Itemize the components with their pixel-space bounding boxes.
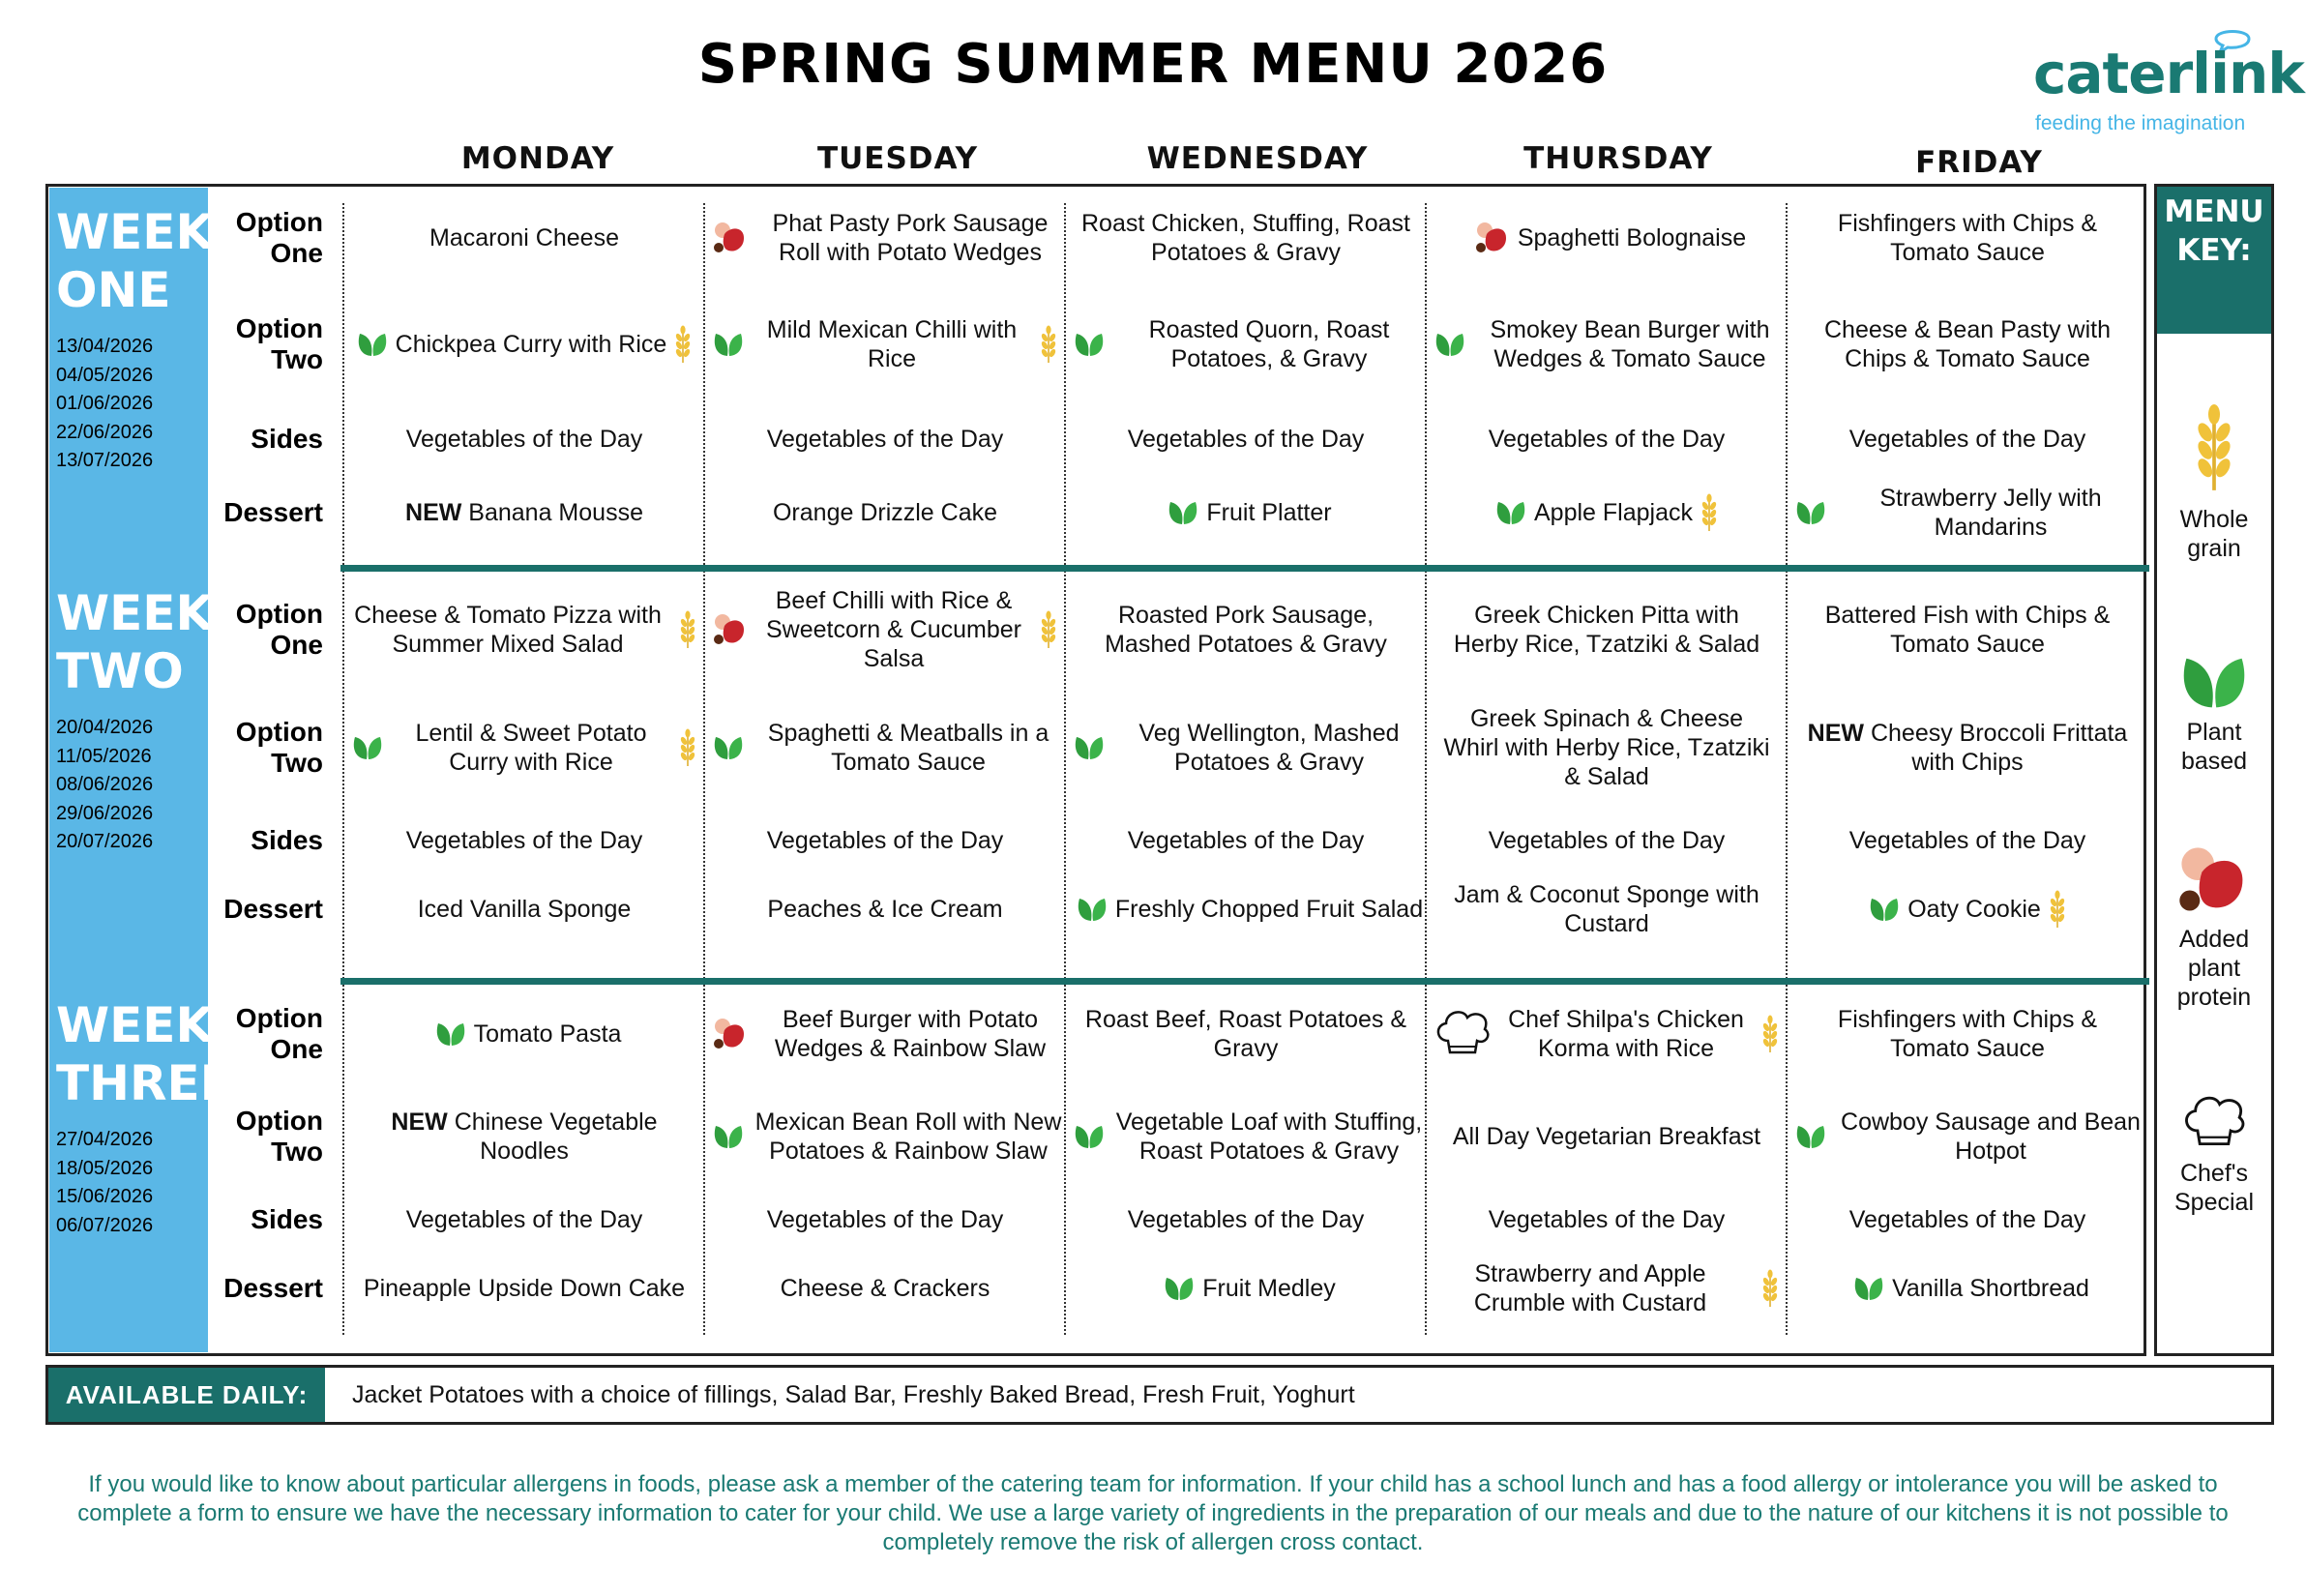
menu-item-text bbox=[755, 586, 1032, 673]
menu-cell bbox=[705, 871, 1065, 948]
menu-cell bbox=[1066, 987, 1426, 1081]
menu-cell bbox=[344, 472, 704, 553]
row-label-sides: Sides bbox=[251, 424, 323, 454]
dish-name: Battered Fish with Chips & Tomato Sauce bbox=[1824, 602, 2111, 658]
menu-item-text bbox=[364, 1274, 685, 1303]
added-plant-protein-icon bbox=[711, 610, 750, 649]
menu-cell bbox=[1788, 871, 2147, 948]
menu-cell bbox=[1788, 575, 2147, 685]
menu-cell bbox=[344, 871, 704, 948]
menu-cell bbox=[705, 282, 1065, 406]
row-label-option-two: Option Two bbox=[235, 313, 323, 374]
dish-name: Roast Beef, Roast Potatoes & Gravy bbox=[1084, 1006, 1407, 1062]
menu-cell bbox=[1066, 871, 1426, 948]
menu-cell bbox=[1427, 193, 1787, 282]
menu-item-text bbox=[773, 498, 997, 527]
whole-grain-icon bbox=[1036, 325, 1061, 364]
dish-name: Fruit Platter bbox=[1206, 499, 1332, 526]
plant-based-icon bbox=[1493, 498, 1528, 527]
menu-item-text bbox=[1803, 209, 2132, 267]
menu-item-text bbox=[405, 498, 643, 527]
week-title bbox=[56, 584, 214, 700]
menu-cell bbox=[1427, 472, 1787, 553]
week-title bbox=[56, 203, 214, 319]
logo-tagline: feeding the imagination bbox=[2035, 112, 2246, 134]
dish-name: Vegetables of the Day bbox=[766, 426, 1004, 453]
row-label-option-two: Option Two bbox=[235, 717, 323, 778]
week-date: 27/04/2026 bbox=[56, 1129, 154, 1150]
day-header-thursday: THURSDAY bbox=[1523, 141, 1713, 176]
menu-item-text bbox=[1849, 1205, 2086, 1234]
menu-item-text bbox=[1489, 826, 1726, 855]
menu-cell bbox=[1427, 871, 1787, 948]
dish-name: Cheese & Crackers bbox=[780, 1275, 990, 1302]
dish-name: Roasted Pork Sausage, Mashed Potatoes & Gravy bbox=[1105, 602, 1387, 658]
dish-name: Cheese & Tomato Pizza with Summer Mixed Salad bbox=[354, 602, 662, 658]
menu-item-text bbox=[1442, 880, 1771, 938]
dish-name: Iced Vanilla Sponge bbox=[417, 896, 632, 923]
menu-item-text bbox=[1834, 1108, 2147, 1166]
new-badge: NEW bbox=[391, 1108, 455, 1136]
menu-item-text bbox=[406, 425, 643, 454]
week-dates bbox=[56, 714, 201, 857]
week-date: 18/05/2026 bbox=[56, 1157, 154, 1179]
menu-cell bbox=[1788, 811, 2147, 871]
week-date: 29/06/2026 bbox=[56, 802, 154, 824]
new-badge: NEW bbox=[1807, 720, 1871, 747]
menu-item-text bbox=[391, 719, 671, 777]
menu-cell bbox=[344, 685, 704, 811]
menu-item-text bbox=[1803, 1005, 2132, 1063]
plant-based-icon bbox=[1072, 1122, 1107, 1151]
dish-name: Vegetable Loaf with Stuffing, Roast Potatoes & Gravy bbox=[1115, 1108, 1423, 1165]
whole-grain-icon bbox=[1758, 1015, 1783, 1053]
dish-name: Vegetables of the Day bbox=[1127, 426, 1365, 453]
week-title-line: THREE bbox=[56, 1055, 233, 1111]
dish-name: Phat Pasty Pork Sausage Roll with Potato Wedges bbox=[772, 210, 1049, 266]
chefs-special-icon bbox=[2177, 1091, 2251, 1155]
menu-cell bbox=[1427, 282, 1787, 406]
dish-name: Pineapple Upside Down Cake bbox=[363, 1275, 686, 1302]
week-date: 01/06/2026 bbox=[56, 393, 154, 414]
menu-cell bbox=[344, 282, 704, 406]
dish-name: Vegetables of the Day bbox=[1488, 426, 1726, 453]
menu-cell bbox=[344, 575, 704, 685]
dish-name: Vanilla Shortbread bbox=[1892, 1275, 2089, 1302]
menu-cell bbox=[344, 811, 704, 871]
dish-name: Mild Mexican Chilli with Rice bbox=[766, 316, 1018, 372]
menu-cell bbox=[705, 987, 1065, 1081]
menu-cell bbox=[1427, 1248, 1787, 1329]
dish-name: Roast Chicken, Stuffing, Roast Potatoes & Gravy bbox=[1081, 210, 1410, 266]
menu-cell bbox=[1427, 575, 1787, 685]
dish-name: Peaches & Ice Cream bbox=[767, 896, 1003, 923]
menu-item-text bbox=[1518, 223, 1746, 252]
plant-based-icon bbox=[1162, 1274, 1197, 1303]
menu-item-text bbox=[1442, 601, 1771, 659]
menu-cell bbox=[1788, 1248, 2147, 1329]
menu-item-text bbox=[1202, 1274, 1336, 1303]
menu-item-text bbox=[360, 1108, 689, 1166]
dish-name: Fishfingers with Chips & Tomato Sauce bbox=[1837, 1006, 2098, 1062]
menu-item-text bbox=[344, 601, 671, 659]
dish-name: All Day Vegetarian Breakfast bbox=[1452, 1123, 1761, 1150]
dish-name: Vegetables of the Day bbox=[1848, 1206, 2086, 1233]
key-item-chefs-special bbox=[2157, 1091, 2271, 1217]
dish-name: Chinese Vegetable Noodles bbox=[454, 1108, 658, 1165]
dish-name: Banana Mousse bbox=[468, 499, 643, 526]
key-label: Chef's Special bbox=[2174, 1160, 2254, 1216]
dish-name: Tomato Pasta bbox=[473, 1020, 622, 1048]
menu-cell bbox=[344, 987, 704, 1081]
menu-item-text bbox=[752, 1108, 1065, 1166]
added-plant-protein-icon bbox=[711, 1015, 750, 1053]
menu-item-text bbox=[1489, 1205, 1726, 1234]
dish-name: Lentil & Sweet Potato Curry with Rice bbox=[415, 720, 647, 776]
dish-name: Vegetables of the Day bbox=[1488, 1206, 1726, 1233]
row-label-dessert: Dessert bbox=[223, 894, 323, 924]
week-title-line: ONE bbox=[56, 262, 171, 318]
plant-based-icon bbox=[1867, 895, 1902, 924]
menu-item-text bbox=[767, 895, 1002, 924]
menu-cell bbox=[1066, 282, 1426, 406]
whole-grain-icon bbox=[2045, 890, 2070, 929]
menu-cell bbox=[705, 406, 1065, 472]
week-title bbox=[56, 996, 233, 1112]
menu-item-text bbox=[752, 315, 1032, 373]
menu-cell bbox=[705, 575, 1065, 685]
menu-cell bbox=[1066, 811, 1426, 871]
menu-item-text bbox=[1834, 484, 2147, 542]
plant-based-icon bbox=[1851, 1274, 1886, 1303]
whole-grain-icon bbox=[675, 728, 700, 767]
menu-cell bbox=[1066, 406, 1426, 472]
dish-name: Roasted Quorn, Roast Potatoes, & Gravy bbox=[1148, 316, 1390, 372]
dish-name: Freshly Chopped Fruit Salad bbox=[1114, 896, 1424, 923]
menu-item-text bbox=[1892, 1274, 2089, 1303]
menu-cell bbox=[1788, 406, 2147, 472]
menu-item-text bbox=[1427, 1259, 1754, 1317]
dish-name: Beef Chilli with Rice & Sweetcorn & Cucumber Salsa bbox=[765, 587, 1021, 672]
dish-name: Cheese & Bean Pasty with Chips & Tomato Sauce bbox=[1824, 316, 2111, 372]
menu-item-text bbox=[406, 826, 643, 855]
dish-name: Cheesy Broccoli Frittata with Chips bbox=[1870, 720, 2128, 776]
allergen-notice: If you would like to know about particular allergens in foods, please ask a member of the catering team for information. If your child has a school lunch and has a food allergy or intolerance you will be asked to complete a form to ensure we have the necessary information to cater for your child. We use a large variety of ingredients in the preparation of our meals and due to the nature of our kitchens it is not possible to completely remove the risk of allergen cross contact. bbox=[77, 1471, 2229, 1555]
menu-item-text bbox=[1849, 425, 2086, 454]
menu-cell bbox=[1066, 193, 1426, 282]
plant-based-icon bbox=[1166, 498, 1200, 527]
plant-based-icon bbox=[711, 733, 746, 762]
menu-cell bbox=[1066, 685, 1426, 811]
menu-cell bbox=[1427, 1192, 1787, 1248]
menu-cell bbox=[1066, 1248, 1426, 1329]
menu-item-text bbox=[1112, 315, 1426, 373]
plant-based-icon bbox=[1793, 1122, 1828, 1151]
row-label-sides: Sides bbox=[251, 1204, 323, 1234]
menu-cell bbox=[1427, 406, 1787, 472]
menu-cell bbox=[1788, 472, 2147, 553]
menu-cell bbox=[1788, 987, 2147, 1081]
menu-item-text bbox=[1803, 315, 2132, 373]
dish-name: Oaty Cookie bbox=[1907, 896, 2041, 923]
dish-name: Chef Shilpa's Chicken Korma with Rice bbox=[1508, 1006, 1744, 1062]
page-title: SPRING SUMMER MENU 2026 bbox=[697, 33, 1609, 96]
available-daily-label: AVAILABLE DAILY: bbox=[48, 1368, 325, 1422]
menu-cell bbox=[1788, 1192, 2147, 1248]
logo-name: caterlink bbox=[2033, 41, 2304, 106]
dish-name: Greek Chicken Pitta with Herby Rice, Tzatziki & Salad bbox=[1453, 602, 1760, 658]
menu-cell bbox=[344, 1248, 704, 1329]
menu-item-text bbox=[752, 719, 1065, 777]
menu-cell bbox=[1066, 472, 1426, 553]
menu-cell bbox=[344, 1081, 704, 1192]
menu-item-text bbox=[767, 1205, 1004, 1234]
menu-item-text bbox=[1907, 895, 2041, 924]
menu-cell bbox=[705, 193, 1065, 282]
menu-cell bbox=[1427, 987, 1787, 1081]
whole-grain-icon bbox=[670, 325, 695, 364]
day-header-monday: MONDAY bbox=[460, 141, 615, 176]
dish-name: Strawberry Jelly with Mandarins bbox=[1879, 485, 2102, 541]
dish-name: Fruit Medley bbox=[1202, 1275, 1336, 1302]
row-label-option-one: Option One bbox=[235, 207, 323, 268]
plant-based-icon bbox=[350, 733, 385, 762]
menu-item-text bbox=[474, 1020, 622, 1049]
menu-item-text bbox=[1115, 895, 1423, 924]
week-date: 04/05/2026 bbox=[56, 364, 154, 386]
week-date: 13/04/2026 bbox=[56, 336, 154, 357]
plant-based-icon bbox=[1793, 498, 1828, 527]
menu-cell bbox=[705, 1248, 1065, 1329]
dish-name: Apple Flapjack bbox=[1534, 499, 1693, 526]
menu-item-text bbox=[1803, 601, 2132, 659]
dish-name: Veg Wellington, Mashed Potatoes & Gravy bbox=[1138, 720, 1400, 776]
key-label: Whole grain bbox=[2179, 506, 2249, 562]
menu-cell bbox=[1066, 1192, 1426, 1248]
whole-grain-icon bbox=[675, 610, 700, 649]
menu-item-text bbox=[755, 1005, 1065, 1063]
menu-item-text bbox=[1473, 315, 1787, 373]
menu-item-text bbox=[429, 223, 619, 252]
key-label: Plant based bbox=[2180, 719, 2248, 775]
menu-cell bbox=[1788, 193, 2147, 282]
row-label-dessert: Dessert bbox=[223, 1273, 323, 1303]
menu-cell bbox=[1788, 1081, 2147, 1192]
menu-item-text bbox=[755, 209, 1065, 267]
dish-name: Mexican Bean Roll with New Potatoes & Rainbow Slaw bbox=[754, 1108, 1062, 1165]
row-label-option-one: Option One bbox=[235, 599, 323, 660]
plant-based-icon bbox=[1072, 330, 1107, 359]
menu-item-text bbox=[396, 330, 667, 359]
menu-item-text bbox=[406, 1205, 643, 1234]
dish-name: Smokey Bean Burger with Wedges & Tomato Sauce bbox=[1490, 316, 1770, 372]
menu-item-text bbox=[1081, 1005, 1410, 1063]
menu-item-text bbox=[1206, 498, 1331, 527]
menu-item-text bbox=[1442, 704, 1771, 791]
dish-name: Cowboy Sausage and Bean Hotpot bbox=[1841, 1108, 2141, 1165]
menu-item-text bbox=[1803, 719, 2132, 777]
dish-name: Vegetables of the Day bbox=[405, 1206, 643, 1233]
added-plant-protein-icon bbox=[711, 219, 750, 257]
dish-name: Fishfingers with Chips & Tomato Sauce bbox=[1837, 210, 2098, 266]
whole-grain-icon bbox=[2185, 395, 2243, 501]
plant-based-icon bbox=[2173, 650, 2255, 714]
added-plant-protein-icon bbox=[1473, 219, 1512, 257]
week-title-line: WEEK bbox=[56, 585, 214, 641]
menu-item-text bbox=[1112, 1108, 1426, 1166]
week-date: 22/06/2026 bbox=[56, 421, 154, 443]
week-date: 15/06/2026 bbox=[56, 1186, 154, 1207]
dish-name: Vegetables of the Day bbox=[405, 426, 643, 453]
day-header-wednesday: WEDNESDAY bbox=[1146, 141, 1369, 176]
week-dates bbox=[56, 333, 201, 476]
menu-item-text bbox=[1489, 425, 1726, 454]
menu-cell bbox=[1788, 685, 2147, 811]
menu-item-text bbox=[1128, 1205, 1365, 1234]
menu-item-text bbox=[1112, 719, 1426, 777]
plant-based-icon bbox=[711, 330, 746, 359]
menu-cell bbox=[705, 811, 1065, 871]
menu-item-text bbox=[1128, 425, 1365, 454]
menu-cell bbox=[1788, 282, 2147, 406]
chefs-special-icon bbox=[1431, 1006, 1494, 1062]
row-label-dessert: Dessert bbox=[223, 497, 323, 527]
week-title-line: WEEK bbox=[56, 997, 214, 1053]
menu-cell bbox=[705, 1081, 1065, 1192]
menu-cell bbox=[344, 406, 704, 472]
week-title-line: WEEK bbox=[56, 204, 214, 260]
menu-item-text bbox=[781, 1274, 990, 1303]
menu-item-text bbox=[767, 826, 1004, 855]
row-label-option-two: Option Two bbox=[235, 1106, 323, 1167]
dish-name: Chickpea Curry with Rice bbox=[395, 331, 667, 358]
menu-item-text bbox=[1128, 826, 1365, 855]
key-label: Added plant protein bbox=[2176, 926, 2252, 1011]
whole-grain-icon bbox=[1697, 493, 1722, 532]
menu-cell bbox=[1427, 811, 1787, 871]
plant-based-icon bbox=[711, 1122, 746, 1151]
row-label-option-one: Option One bbox=[235, 1003, 323, 1064]
day-header-tuesday: TUESDAY bbox=[816, 141, 979, 176]
plant-based-icon bbox=[1075, 895, 1109, 924]
week-dates bbox=[56, 1126, 201, 1240]
menu-cell bbox=[705, 472, 1065, 553]
week-date: 20/07/2026 bbox=[56, 831, 154, 852]
dish-name: Orange Drizzle Cake bbox=[772, 499, 998, 526]
plant-based-icon bbox=[355, 330, 390, 359]
key-item-whole-grain bbox=[2157, 395, 2271, 563]
dish-name: Jam & Coconut Sponge with Custard bbox=[1454, 881, 1759, 937]
dish-name: Vegetables of the Day bbox=[1488, 827, 1726, 854]
menu-item-text bbox=[1081, 209, 1410, 267]
menu-item-text bbox=[1453, 1122, 1760, 1151]
menu-item-text bbox=[767, 425, 1004, 454]
dish-name: Strawberry and Apple Crumble with Custard bbox=[1473, 1260, 1707, 1316]
dish-name: Spaghetti Bolognaise bbox=[1517, 224, 1747, 251]
whole-grain-icon bbox=[1036, 610, 1061, 649]
dish-name: Vegetables of the Day bbox=[405, 827, 643, 854]
key-item-added-plant-protein bbox=[2157, 840, 2271, 1012]
dish-name: Vegetables of the Day bbox=[1848, 827, 2086, 854]
week-date: 08/06/2026 bbox=[56, 774, 154, 795]
menu-key-title: MENU KEY: bbox=[2157, 187, 2271, 334]
menu-item-text bbox=[1849, 826, 2086, 855]
dish-name: Vegetables of the Day bbox=[1127, 827, 1365, 854]
plant-based-icon bbox=[1433, 330, 1467, 359]
menu-cell bbox=[705, 685, 1065, 811]
week-date: 13/07/2026 bbox=[56, 450, 154, 471]
new-badge: NEW bbox=[405, 499, 469, 526]
day-header-friday: FRIDAY bbox=[1915, 145, 2043, 180]
menu-cell bbox=[344, 193, 704, 282]
dish-name: Vegetables of the Day bbox=[766, 1206, 1004, 1233]
added-plant-protein-icon bbox=[2173, 840, 2255, 921]
menu-item-text bbox=[1081, 601, 1410, 659]
dish-name: Vegetables of the Day bbox=[766, 827, 1004, 854]
week-date: 06/07/2026 bbox=[56, 1214, 154, 1236]
plant-based-icon bbox=[433, 1020, 468, 1049]
week-date: 20/04/2026 bbox=[56, 717, 154, 738]
week-divider bbox=[340, 565, 2149, 572]
week-divider bbox=[340, 978, 2149, 985]
caterlink-logo bbox=[2022, 21, 2304, 134]
dish-name: Greek Spinach & Cheese Whirl with Herby Rice, Tzatziki & Salad bbox=[1443, 705, 1770, 790]
dish-name: Vegetables of the Day bbox=[1848, 426, 2086, 453]
week-date: 11/05/2026 bbox=[56, 745, 152, 767]
menu-cell bbox=[1066, 1081, 1426, 1192]
menu-cell bbox=[1066, 575, 1426, 685]
key-item-plant-based bbox=[2157, 650, 2271, 776]
whole-grain-icon bbox=[1758, 1269, 1783, 1308]
menu-cell bbox=[1427, 685, 1787, 811]
menu-cell bbox=[344, 1192, 704, 1248]
menu-item-text bbox=[418, 895, 632, 924]
menu-cell bbox=[1427, 1081, 1787, 1192]
menu-item-text bbox=[1534, 498, 1693, 527]
dish-name: Spaghetti & Meatballs in a Tomato Sauce bbox=[767, 720, 1050, 776]
dish-name: Macaroni Cheese bbox=[429, 224, 619, 251]
menu-item-text bbox=[1498, 1005, 1754, 1063]
week-title-line: TWO bbox=[56, 643, 184, 699]
available-daily-text: Jacket Potatoes with a choice of fillings, Salad Bar, Freshly Baked Bread, Fresh Fruit, Yoghurt bbox=[352, 1381, 1355, 1408]
plant-based-icon bbox=[1072, 733, 1107, 762]
dish-name: Vegetables of the Day bbox=[1127, 1206, 1365, 1233]
dish-name: Beef Burger with Potato Wedges & Rainbow Slaw bbox=[774, 1006, 1047, 1062]
menu-cell bbox=[705, 1192, 1065, 1248]
row-label-sides: Sides bbox=[251, 825, 323, 855]
